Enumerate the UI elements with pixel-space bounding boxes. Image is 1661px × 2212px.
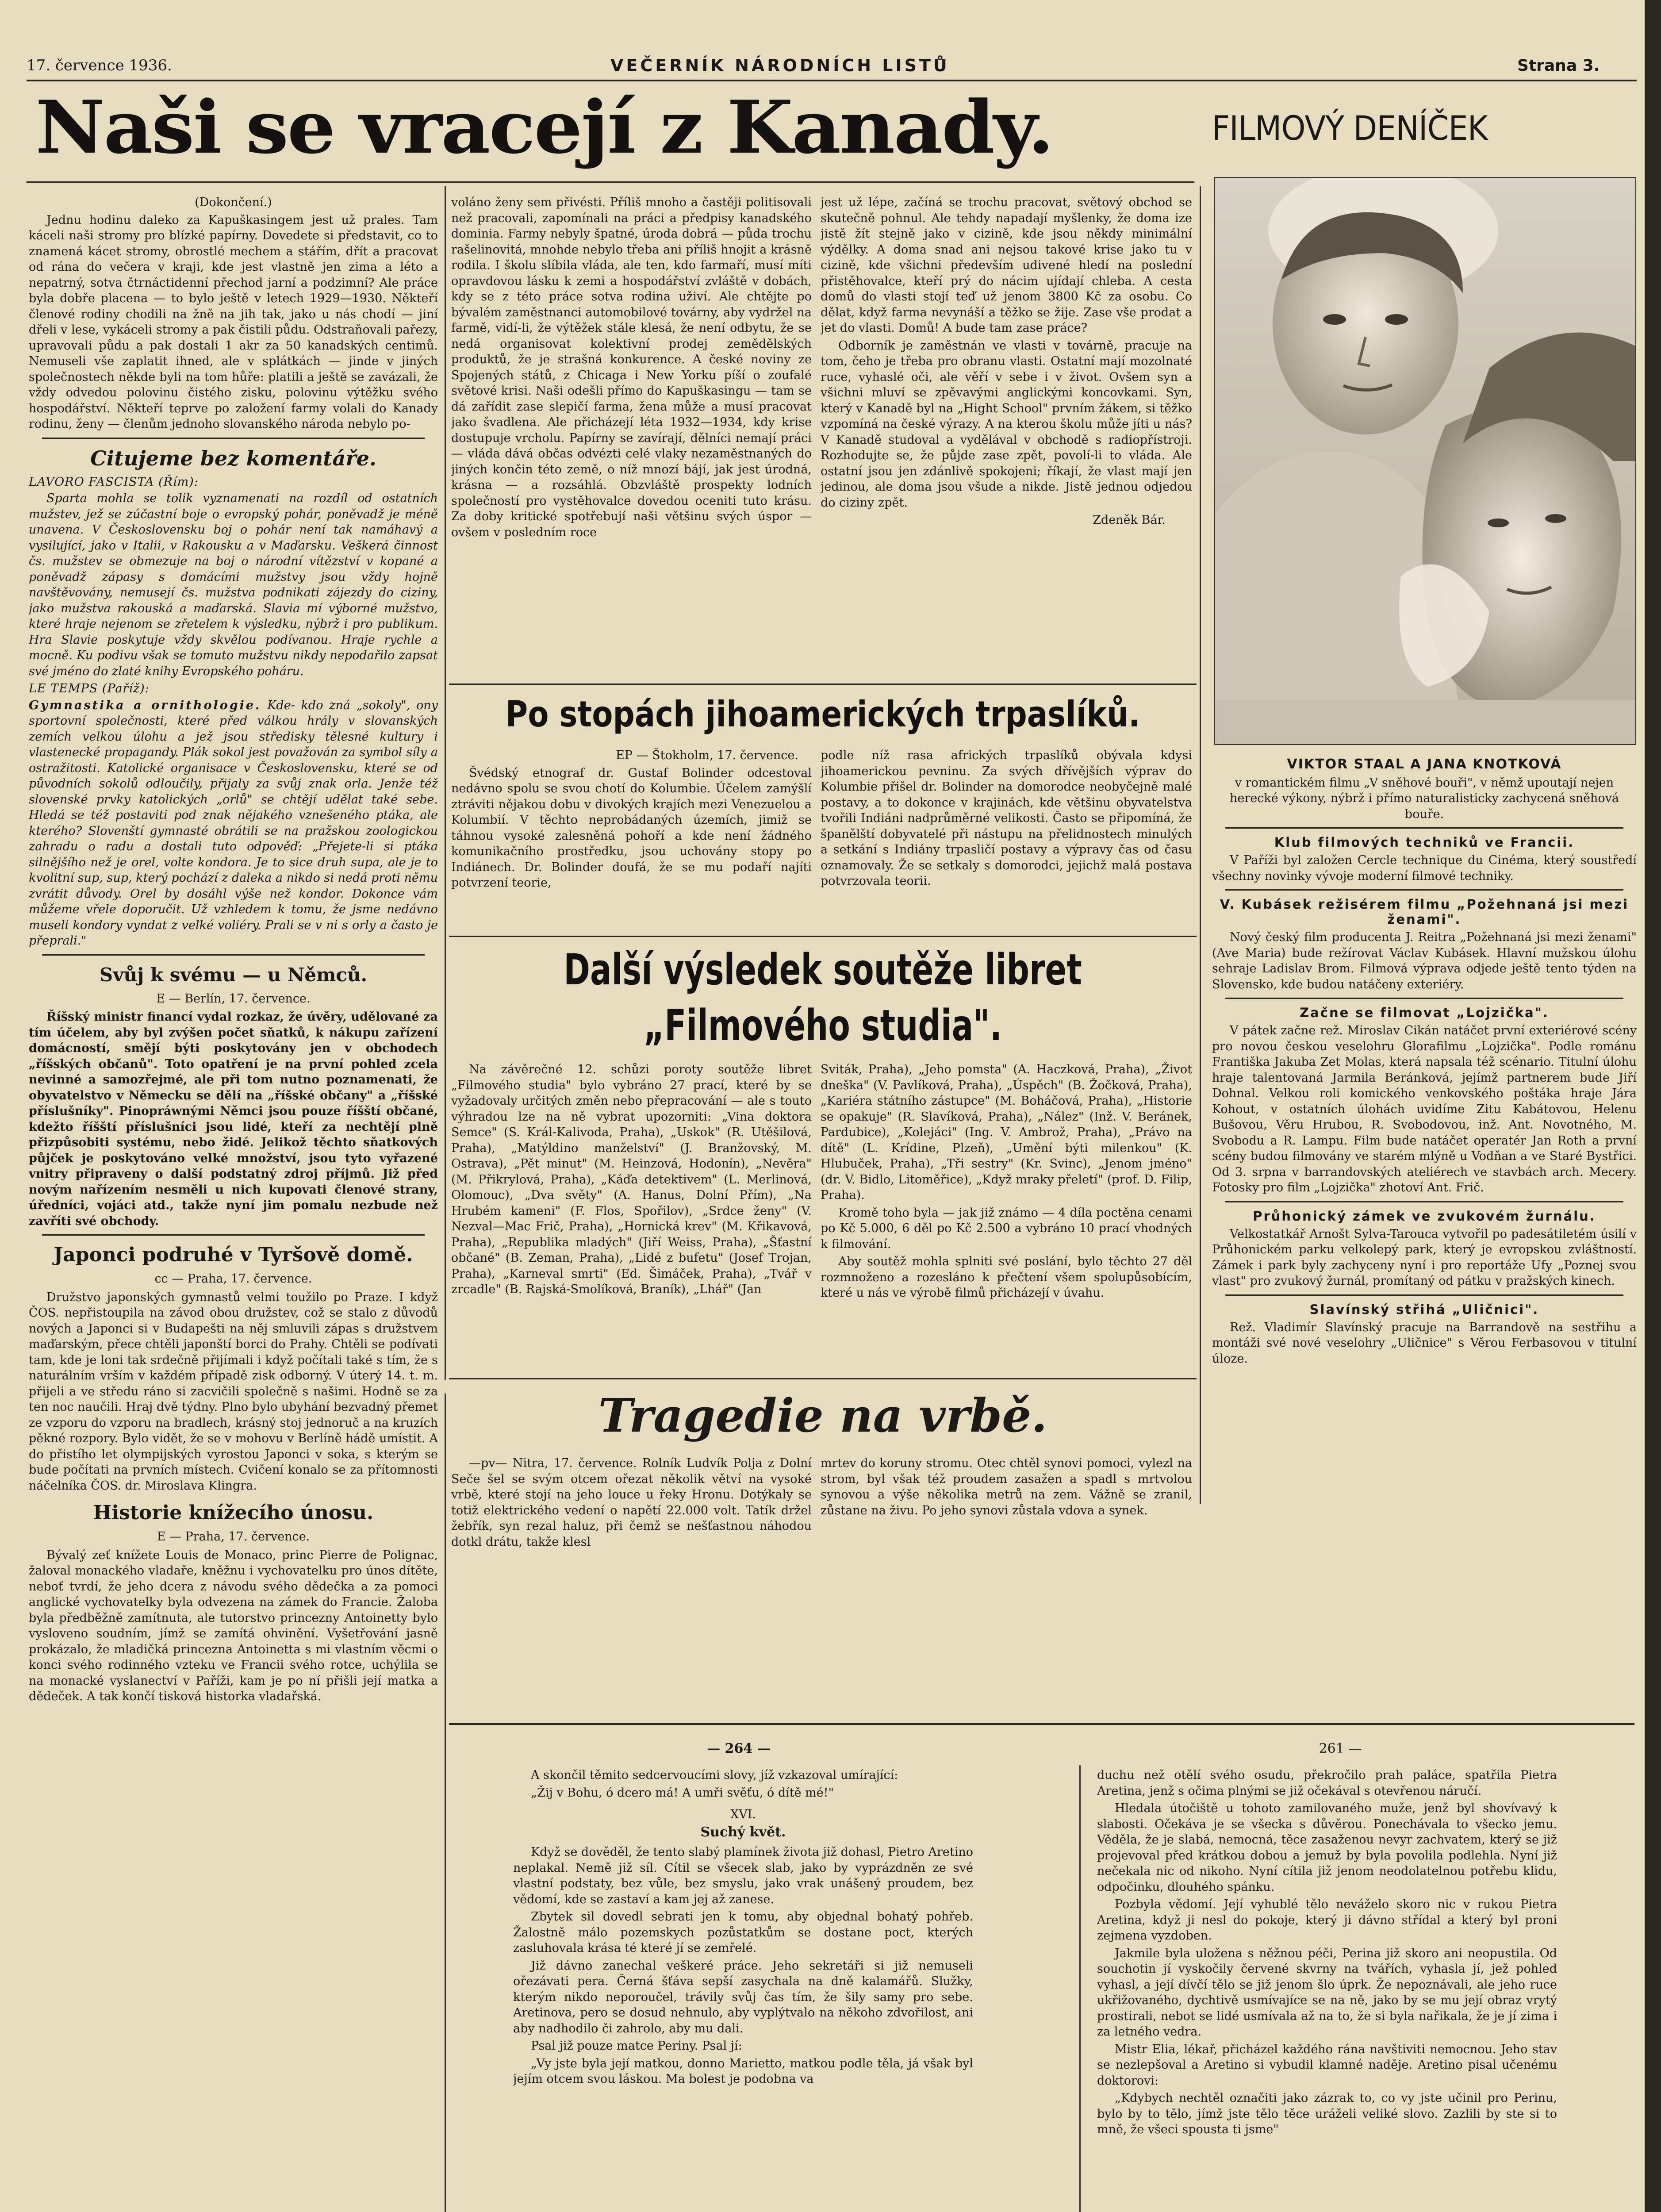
kanada-col3-paragraph-1: jest už lépe, začíná se trochu pracovat, světový obchod se skutečně pohnul. Ale tehdy napadají myšlenky, že doma ize jistě žít stejně jako v cizině, kde jsou někdy minimální výdělky. A doma snad ani nejsou takové krise jako tu v cizině, kde všichni především udivené hledí na poslední přistěhovalce, kteří prý do nácim ujídají chleba. A cesta domů do vlasti stojí teď už jenom 3800 Kč za osobu. Co dělat, když farma nevynáší a těžko se žije. Zase vše prodat a jet do vlasti. Domů! A bude tam zase práce? — [821, 196, 1192, 335]
film-item-5-title: Slavínský střihá „Uličnici". — [1309, 1302, 1539, 1317]
roman-right-p6: „Kdybych nechtěl označiti jako zázrak to, co vy jste učinil pro Perinu, bylo by to tělo, jímž jste tělo těce uráželi veliké slovo. Zazlili by ste si to mně, že všeci spousta ti jsme" — [1097, 2091, 1557, 2136]
kanada-author: Zdeněk Bár. — [1093, 513, 1166, 527]
japonci-text: Družstvo japonských gymnastů velmi toužilo po Praze. I když ČOS. nepřistoupila na závod obou družstev, což se stalo z důvodů nových a Japonci si v Budapešti na něj smluvili zápas s družstvem maďarským, přece chtěli japonští borci do Prahy. Chtěli se podívati tam, kde je loni tak srdečně přijímali i když počítali také s tím, že s naturálním vrším v každém případě zisk odborný. V úterý 14. t. m. přijeli a ve středu ráno si zacvičili společně s našimi. Hodně se za ten noc naučili. Hraj dvě týdny. Plno bylo ubyhání bezvadný přemet ze vzporu do vzporu na bradlech, krásný stoj jednoruč a na kruzích pěkné rozpory. Bylo vidět, že se v mohovu v Berlíně hádě umístit. A do přistího let olympijských vyrostou Japonci v soka, s kterým se bude počítati na prvních místech. Cvičení konalo se za přítomnosti náčelníka ČOS. dr. Miroslava Klingra. — [29, 1290, 438, 1493]
tragedie-headline: Tragedie na vrbě. — [598, 1388, 1047, 1443]
kanada-col2-paragraph: voláno ženy sem přivésti. Příliš mnoho a častěji politisovali než pracovali, zapomínali na práci a předpisy kanadského dominia. Farmy nebyly špatné, úroda dobrá — půda trochu rašelinovitá, mnohde nebylo třeba ani příliš hnojit a krásně rodila. I školu slíbila vláda, ale ten, kdo farmaří, musí míti opravdovou lásku k zemi a hospodářství zvláště v dobách, kdy se z této práce sotva rodina uživí. Ale chtějte po bývalém zaměstnanci automobilové továrny, aby vydržel na farmě, vidí-li, že výtěžek stále klesá, že není odbytu, že se nedá organisovat kolektivní prodej zemědělských produktů, že je strašná konkurence. A české noviny ze Spojených států, z Chicaga i New Yorku píší o zoufalé světové krisi. Naši odešli přímo do Kapuškasingu — tam se dá zařídit zase slepičí farma, žena může a musí pracovat jako švadlena. Ale přicházejí léta 1932—1934, kdy krise dostupuje vrcholu. Papírny se zavírají, dělníci nemají práci — vláda dává občas odvézti celé vlaky nezaměstnaných do jiných končin této země, o níž mnozí bájí, jak jest úrodná, krásna — a rozsáhlá. Obzvláště prospekty lodních společností pro vystěhovalce dovedou oceniti tuto krásu. Za doby kritické spotřebují naši většinu svých úspor — ovšem v posledním roce — [451, 196, 812, 539]
film-item-1-title: Klub filmových techniků ve Francii. — [1274, 835, 1575, 850]
film-item-2-title: V. Kubásek režisérem filmu „Požehnaná jsi mezi ženami". — [1220, 897, 1629, 927]
film-item-4-text: Velkostatkář Arnošt Sylva-Tarouca vytvořil po padesátiletém úsilí v Průhonickém parku velkolepý park, který je evropskou zvláštností. Zámek i park byly zachyceny nyní i pro reportáže Ufy „Poznej svou vlast" pro zvukový žurnál, promítaný od pátku v pražských kinech. — [1212, 1227, 1637, 1288]
kanada-col3-paragraph-2: Odborník je zaměstnán ve vlasti v továrně, pracuje na tom, čeho je třeba pro obranu vlasti. Ostatní mají mozolnaté ruce, vyhaslé oči, ale věří v sebe i v život. Ovšem syn a všichni mluví se zpěvavými anglickými koncovkami. Syn, který v Kanadě byl na „Hight School" prvním žákem, si těžko vzpomíná na české výrazy. A na kterou školu může jíti u nás? V Kanadě studoval a vydělával v obchodě s radiopřístroji. Rozhodujte se, že půjde zase zpět, povolí-li to vláda. Ale ostatní jsou jen zdánlivě spokojeni; říkají, že vlast mají jen jedinou, ale doma jsou všude a nikde. Jistě jednou odjedou do ciziny zpět. — [821, 338, 1192, 510]
section-divider — [1225, 998, 1623, 999]
roman-left-p2: „Žij v Bohu, ó dcero má! A umři svěťu, ó dítě mé!" — [531, 1786, 834, 1800]
roman-right-p3: Pozbyla vědomí. Její vyhublé tělo neváželo skoro nic v rukou Pietra Aretina, když ji nesl do pokoje, který ji dávno střídal a který byl proni zejmena vyzdoben. — [1097, 1897, 1557, 1943]
main-headline: Naši se vracejí z Kanady. — [35, 84, 1053, 170]
kanada-column-3 — [821, 195, 1192, 695]
tragedie-column-2 — [821, 1455, 1192, 1597]
section-rule — [449, 1378, 1197, 1379]
svuj-headline: Svůj k svému — u Němců. — [99, 964, 368, 986]
section-divider — [42, 438, 425, 439]
japonci-headline: Japonci podruhé v Tyršově domě. — [54, 1244, 413, 1266]
filmovy-denicek-title: FILMOVÝ DENÍČEK — [1212, 108, 1488, 148]
citujeme-source-1: LAVORO FASCISTA (Řím): — [29, 475, 199, 489]
roman-chapter-title: Suchý květ. — [700, 1824, 786, 1840]
section-divider — [1225, 1201, 1623, 1202]
historie-headline: Historie knížecího únosu. — [93, 1502, 374, 1524]
page-edge — [1645, 0, 1661, 2212]
svuj-byline: E — Berlín, 17. července. — [156, 991, 311, 1006]
left-column — [29, 195, 438, 2212]
roman-left-p8: Psal již pouze matce Periny. Psal jí: — [531, 2039, 742, 2053]
section-divider — [1225, 1294, 1623, 1296]
film-item-5-text: Rež. Vladimír Slavínský pracuje na Barrandově na sestřihu a montáži své nové veselohry „Uličnice" s Věrou Ferbasovou v titulní úloze. — [1212, 1320, 1637, 1366]
dokonceni: (Dokončení.) — [195, 196, 272, 209]
photo-caption-title: VIKTOR STAAL A JANA KNOTKOVÁ — [1287, 757, 1562, 772]
section-rule — [449, 1723, 1634, 1725]
trpaslici-column-2 — [821, 748, 1192, 933]
trpaslici-column-1 — [451, 748, 812, 933]
roman-right-p4: Jakmile byla uložena s něžnou péči, Perina již skoro ani neopustila. Od souchotin jí vyskočily červené skvrny na tvářích, vyhasla jí, jež pohled vyhasl, a její dívčí tělo se již jenom šlo úprk. Že nepoznávali, ale jeho ruce ukřižovaného, dychtivě usmívajíce se na ně, jako by se mu její obraz vrytý prostirali, nebot se lidé usmívala až na to, že si byla nařikala, že je jí zima i za letného vedra. — [1097, 1946, 1557, 2039]
soutez-text-3: Kromě toho byla — jak již známo — 4 díla poctěna cenami po Kč 5.000, 6 děl po Kč 2.500 a vybráno 10 prací vhodných k filmování. — [821, 1206, 1192, 1251]
trpaslici-text-2: podle níž rasa afrických trpaslíků obývala kdysi jihoamerickou pevninu. Za svých dřívějších výprav do Kolumbie přišel dr. Bolinder na domorodce neobyčejně malé postavy, a to dokonce v krajinách, kde většinu obyvatelstva tvořili Indiáni nadprůměrné velikosti. Často se připomíná, že španělští dobyvatelé při nástupu na přelidnostech minulých a setkání s Indiány trpasličí postavy a výpravy čas od času oznamovaly. Že se setkaly s domorodci, jejichž malá postava potvrzovala teorii. — [821, 749, 1192, 888]
historie-byline: E — Praha, 17. července. — [157, 1530, 310, 1544]
trpaslici-byline: EP — Štokholm, 17. července. — [616, 749, 798, 762]
japonci-byline: cc — Praha, 17. července. — [154, 1272, 312, 1286]
soutez-text-2: Sviták, Praha), „Jeho pomsta" (A. Haczková, Praha), „Život dneška" (V. Pavlíková, Praha), „Úspěch" (B. Žočková, Praha), „Kariéra státního zástupce" (M. Boháčová, Praha), „Historie se opakuje" (R. Slavíková, Praha), „Nález" (Inž. V. Beránek, Pardubice), „Kolejáci" (Ing. V. Ambrož, Praha), „Právo na dítě" (L. Krídine, Plzeň), „Umění býti milenkou" (K. Hlubuček, Praha), „Tři sestry" (Kr. Svinc), „Jenom jméno" (dr. V. Bidlo, Litoměřice), „Když mraky přeletí" (prof. D. Filip, Praha). — [821, 1063, 1192, 1202]
roman-chapter-number: XVI. — [730, 1808, 756, 1821]
roman-right-column — [1097, 1767, 1557, 2212]
column-rule — [445, 186, 446, 1380]
film-item-4-title: Průhonický zámek ve zvukovém žurnálu. — [1253, 1208, 1596, 1224]
citujeme-text-1: Sparta mohla se tolik vyznamenati na rozdíl od ostatních mužstev, jež se zúčastní boje o evropský pohár, poněvadž je méně unavena. V Československu boj o pohár není tak namáhavý a vysilující, jako v Italii, v Rakousku a v Maďarsku. Veškerá činnost čs. mužstev se obmezuje na boj o národní vítězství v kopané a poněvadž zápasy s domácími mužstvy jsou vždy hojně navštěvovány, nemusejí čs. mužstva podnikati zájezdy do ciziny, jako mužstva rakouská a maďarská. Slavia mí výborné mužstvo, které hraje nejenom se zřetelem k výsledku, nýbrž i pro publikum. Hra Slavie poskytuje vždy skvělou podívanou. Hraje rychle a mocně. Ku podivu však se tomuto mužstvu nikdy nepodařilo zapsat své jméno do zlaté knihy Evropského poháru. — [29, 492, 438, 678]
film-item-3-text: V pátek začne rež. Miroslav Cikán natáčet první exteriérové scény pro novou českou veselohru Glorafilmu „Lojzička". Podle románu Františka Jakuba Zet Molas, která napsala též scénario. Titulní úlohu hraje talentovaná Jarmila Beránková, jejímž partnerem bude Jiří Dohnal. Velkou roli komického venkovského poštáka hraje Jára Kohout, v ostatních úlohách uvidíme Zitu Kabátovou, Helenu Bušovou, Věru Hrubou, R. Svobodovou, inž. Ant. Novotného, M. Svobodu a R. Lampu. Film bude natáčet operatér Jan Roth a první scény budou filmovány ve starém mlýně u Vodňan a ve Staré Bystřici. Od 3. srpna v barrandovských ateliérech ve stavbách arch. Mecery. Fotosky pro film „Lojzička" zhotoví Ant. Frič. — [1212, 1024, 1637, 1194]
historie-text: Bývalý zeť knížete Louis de Monaco, princ Pierre de Polignac, žaloval monackého vladaře, kněžnu i vychovatelku pro únos dítěte, neboť tvrdí, že jeho dcera z návodu svého dědečka a za pomoci anglické vychovatelky byla odvezena na zámek do Francie. Žaloba byla předběžně zamítnuta, ale tutorstvo princezny Antoinetty bylo vysloveno soudním, jímž se zamítá ohvinění. Vyšetřování jasně prokázalo, že mladičká princezna Antoinetta s mi vlastním věcmi o konci svého rodinného vzteku ve Francii svého rotce, uchýlila se na monacké vyslanectví v Paříži, kam je po ní přišli její matka a dědeček. A tak končí tisková historka vladařská. — [29, 1548, 438, 1703]
film-column — [1212, 752, 1637, 1717]
column-rule — [1200, 186, 1201, 1504]
section-rule — [449, 684, 1197, 685]
section-divider — [1225, 827, 1623, 829]
roman-column-rule — [1079, 1765, 1081, 2212]
roman-right-p2: Hledala útočiště u tohoto zamilovaného muže, jenž byl shovívavý k slabosti. Očekáva je se všecka s důvěrou. Ponechávala to všecko jemu. Věděla, že je slabá, nemocná, těce zasaženou nevyr zachvatem, který se již projevoval před krátkou dobou a jemuž by byla povolila podlehla. Nyní již nečekala nic od nikoho. Nyní cítila již jenom neodolatelnou potřebu klidu, odpočinku, dlouhého spánku. — [1097, 1801, 1557, 1894]
roman-left-p1: A skončil těmito sedcervoucími slovy, jíž vzkazoval umírající: — [531, 1768, 898, 1782]
headline-rule — [27, 181, 1194, 183]
citujeme-headline: Citujeme bez komentáře. — [90, 446, 376, 470]
kanada-col1-paragraph: Jednu hodinu daleko za Kapuškasingem jest už prales. Tam káceli naši stromy pro blízké papírny. Dovedete si představit, co to znamená kácet stromy, obrostlé mechem a stářím, dřít a pracovat od rána do večera v kraji, kde jest vlastně jen zima a léto a nepatrný, sotva čtrnáctidenní přechod jarní a podzimní? Ale práce byla dobře placena — to bylo ještě v letech 1929—1930. Někteří členové rodiny chodili na žně na jih tak, jako u nás chodí — jiní dřeli v lese, vykáceli stromy a pak čistili půdu. Odstraňovali pařezy, upravovali půdu a pak dostali 1 akr za 50 kanadských centimů. Nemuseli vše zaplatit ihned, ale v splátkách — jinde v jiných společnostech někde byli na tom hůře: platili a ještě se zavázali, že vždy odvedou polovinu čistého zisku, polovinu výtěžku svého hospodářství. Někteří teprve po založení farmy volali do Kanady rodinu, ženy — členům jednoho slovanského národa nebylo po- — [29, 213, 438, 431]
film-still-image — [1215, 178, 1635, 744]
citujeme-source-2: LE TEMPS (Paříž): — [29, 682, 150, 695]
soutez-headline-line-2: „Filmového studia". — [643, 1001, 1002, 1050]
tragedie-text-1: —pv— Nitra, 17. července. Rolník Ludvík Polja z Dolní Seče šel se svým otcem ořezat několik větví na vysoké vrbě, které stojí na jeho louce u řeky Hronu. Dotýkaly se totiž elektrického vedení o napětí 22.000 volt. Tatík držel žebřík, syn rezal haluz, při čemž se nešťastnou náhodou dotkl drátu, takže klesl — [451, 1456, 812, 1549]
trpaslici-headline: Po stopách jihoamerických trpaslíků. — [505, 694, 1140, 735]
citujeme-subhead-2: Gymnastika a ornithologie. — [29, 698, 261, 712]
soutez-column-1 — [451, 1062, 812, 1363]
film-photo — [1214, 177, 1636, 745]
section-rule — [449, 936, 1197, 937]
soutez-text-1: Na závěrečné 12. schůzi poroty soutěže libret „Filmového studia" bylo vybráno 27 prací, které by se vyžadovaly určitých změn nebo přepracování — ale s touto výhradou lze na ně vybrat upozorniti: „Vina doktora Semce" (S. Král-Kalivoda, Praha), „Uskok" (R. Utěšilová, Praha), „Matýldino manželství" (J. Branžovský, M. Ostrava), „Pět minut" (M. Heinzová, Hodonín), „Nevěra" (M. Přikrylová, Praha), „Káďa detektivem" (L. Merlinová, Olomouc), „Dva světy" (A. Hanus, Dolní Přím), „Na Hrubém kameni" (F. Flos, Spořilov), „Srdce ženy" (V. Nezval—Mac Frič, Praha), „Hornická krev" (M. Křikavová, Praha), „Republika mladých" (Jiří Weiss, Praha), „Šťastní občané" (B. Zeman, Praha), „Lidé z bufetu" (Josef Trojan, Praha), „Karneval smrti" (Ed. Šimáček, Praha), „Tvář v zrcadle" (B. Rajská-Smolíková, Braník), „Lhář" (Jan — [451, 1063, 812, 1296]
roman-left-column — [513, 1767, 973, 2212]
roman-left-p7: Již dávno zanechal veškeré práce. Jeho sekretáři si již nemuseli ořezávati pera. Černá šťáva sepší zasychala na dně kalamářů. Služky, kterým nikdo neporoučel, trávily svůj čas tím, že šily samy pro sebe. Aretinova, pero se dosud nehnulo, aby vyplýtvalo na někoho zdvořilost, ani aby nadhodilo či zahrolo, aby mu dali. — [513, 1959, 973, 2035]
film-item-1-text: V Paříži byl založen Cercle technique du Cinéma, který soustředí všechny novinky vývoje moderní filmové techniky. — [1212, 853, 1637, 883]
photo-caption-text: v romantickém filmu „V sněhové bouři", v němž upoutají nejen herecké výkony, nýbrž i přímo naturalisticky zachycená sněhová bouře. — [1230, 776, 1619, 821]
soutez-text-4: Aby soutěž mohla splniti své poslání, bylo těchto 27 děl rozmnoženo a rozesláno k přečtení všem spolupůsobícím, které u nás ve výrobě filmů přicházejí v úvahu. — [821, 1255, 1192, 1300]
trpaslici-text-1: Švédský etnograf dr. Gustaf Bolinder odcestoval nedávno spolu se svou chotí do Kolumbie. Účelem zamýšlí ztráviti nějakou dobu v divokých krajích mezi Venezuelou a Kolumbií. V těchto neprobádaných územích, jimiž se táhnou vysoké zalesněná pohoří a kde není žádného komunikačního prostředku, jsou uchovány stopy po Indiánech. Dr. Bolinder doufá, že se mu podaří najíti potvrzení teorie, — [451, 766, 812, 890]
film-item-2-text: Nový český film producenta J. Reitra „Požehnaná jsi mezi ženami" (Ave Maria) bude režírovat Václav Kubásek. Hlavní mužskou úlohu sehraje Ladislav Brom. Filmová výprava odjede ještě tento týden na Slovensko, kde budou natáčeny exteriéry. — [1212, 930, 1637, 991]
tragedie-text-2: mrtev do koruny stromu. Otec chtěl synovi pomoci, vylezl na strom, byl však též proudem zasažen a spadl s mrtvolou synovou a výše několika metrů na zem. Vážně se zranil, zůstane na živu. Po jeho synovi zůstala vdova a synek. — [821, 1456, 1192, 1517]
soutez-column-2 — [821, 1062, 1192, 1363]
header-date: 17. července 1936. — [27, 57, 172, 74]
roman-page-left: — 264 — — [707, 1741, 771, 1756]
column-rule — [445, 1394, 446, 2212]
masthead: VEČERNÍK NÁRODNÍCH LISTŮ — [610, 56, 950, 75]
page-number: Strana 3. — [1517, 57, 1600, 75]
roman-right-p1: duchu než otělí svého osudu, překročilo prah paláce, spatřila Pietra Aretina, jenž s očima plnými se již očekával s otevřenou náručí. — [1097, 1768, 1557, 1798]
header-rule — [27, 80, 1637, 81]
roman-page-right: 261 — — [1319, 1741, 1362, 1756]
citujeme-text-2: Kde- kdo zná „sokoly", ony sportovní společnosti, které před válkou hrály v slovanských zemích velkou úlohu a jež jsou středisky tělesné kultury i vlastenecké propagandy. Plák sokol jest považován za symbol síly a ostražitosti. Katolické organisace v Československu, které se od původních sokolů odloučily, přijaly za svůj znak orla. Jenže též slovenské prvky katolických „orlů" se chtějí udělat také sebe. Hledá se též postaviti pod znak nějakého vznešeného ptáka, ale kterého? Slovenští gymnasté obrátili se na pražskou zoologickou zahradu o radu a dostali tuto odpověď: „Přejete-li si ptáka silnějšího než je orel, volte kondora. Je to sice druh supa, ale je to kvolitní sup, sup, který pochází z daleka a nikdo si nedá proti němu zvrátit důvody. Orel by dosáhl výše než kondor. Dokonce vám můžeme vřele doporučit. Už vzhledem k tomu, že jsme nedávno museli kondory vyndat z velké voliéry. Prali se v ni s orly a často je přeprali." — [29, 698, 438, 948]
roman-left-p9: „Vy jste byla její matkou, donno Marietto, matkou podle těla, já však byl jejím otcem svou láskou. Ma bolest je podobna va — [513, 2056, 973, 2086]
soutez-headline-line-1: Další výsledek soutěže libret — [564, 945, 1082, 995]
kanada-column-2 — [451, 195, 812, 681]
roman-left-p6: Zbytek sil dovedl sebrati jen k tomu, aby objednal bohatý pohřeb. Žalostně málo pozemskych pozůstatkům se dostane poct, kterých zasluhovala krása té které jí se zemřelé. — [513, 1910, 973, 1955]
section-divider — [42, 954, 425, 956]
tragedie-column-1 — [451, 1455, 812, 1597]
film-item-3-title: Začne se filmovat „Lojzička". — [1300, 1005, 1549, 1020]
roman-left-p5: Když se dověděl, že tento slabý plamínek života již dohasl, Pietro Aretino neplakal. Nemě již síl. Cítil se všecek slab, jako by vyprázdněn ze své vlastní podstaty, bez vůle, bez smyslu, jako vrak unášený proudem, bez vědomí, kde se zastaví a kam jej až zanese. — [513, 1845, 973, 1906]
section-divider — [42, 1234, 425, 1236]
roman-right-p5: Mistr Elia, lékař, přicházel každého rána navštiviti nemocnou. Jeho stav se nezlepšoval a Aretino si vybudil klamné naděje. Aretino pisal učenému doktorovi: — [1097, 2042, 1557, 2088]
section-divider — [1225, 889, 1623, 891]
svuj-text: Říšský ministr financí vydal rozkaz, že úvěry, udělované za tím účelem, aby byl zvýšen počet sňatků, k nákupu zařízení domácností, smějí býti poskytovány jen v obchodech „říšských občanů". Toto opatření je na první pohled zcela nevinné a samozřejmé, ale při tom nutno poznamenati, že obyvatelstvo v Německu se dělí na „říšské občany" a „říšské příslušníky". Pinopráwnými Němci jsou pouze říšští občané, kdežto říšští příslušníci jsou lidé, kteří za nechtějí plně přizpůsobiti systému, nebo židé. Jelikož těchto sňatkových půjček je poskytováno velké množství, jsou tyto vyřazené vnitry připraveny o další podstatný zdroj příjmů. Již před novým nařízením nesměli u nich kupovati členové strany, úředníci, vojáci atd., takže nyní jim pomalu nezbude než zavříti své obchody. — [29, 1010, 438, 1228]
